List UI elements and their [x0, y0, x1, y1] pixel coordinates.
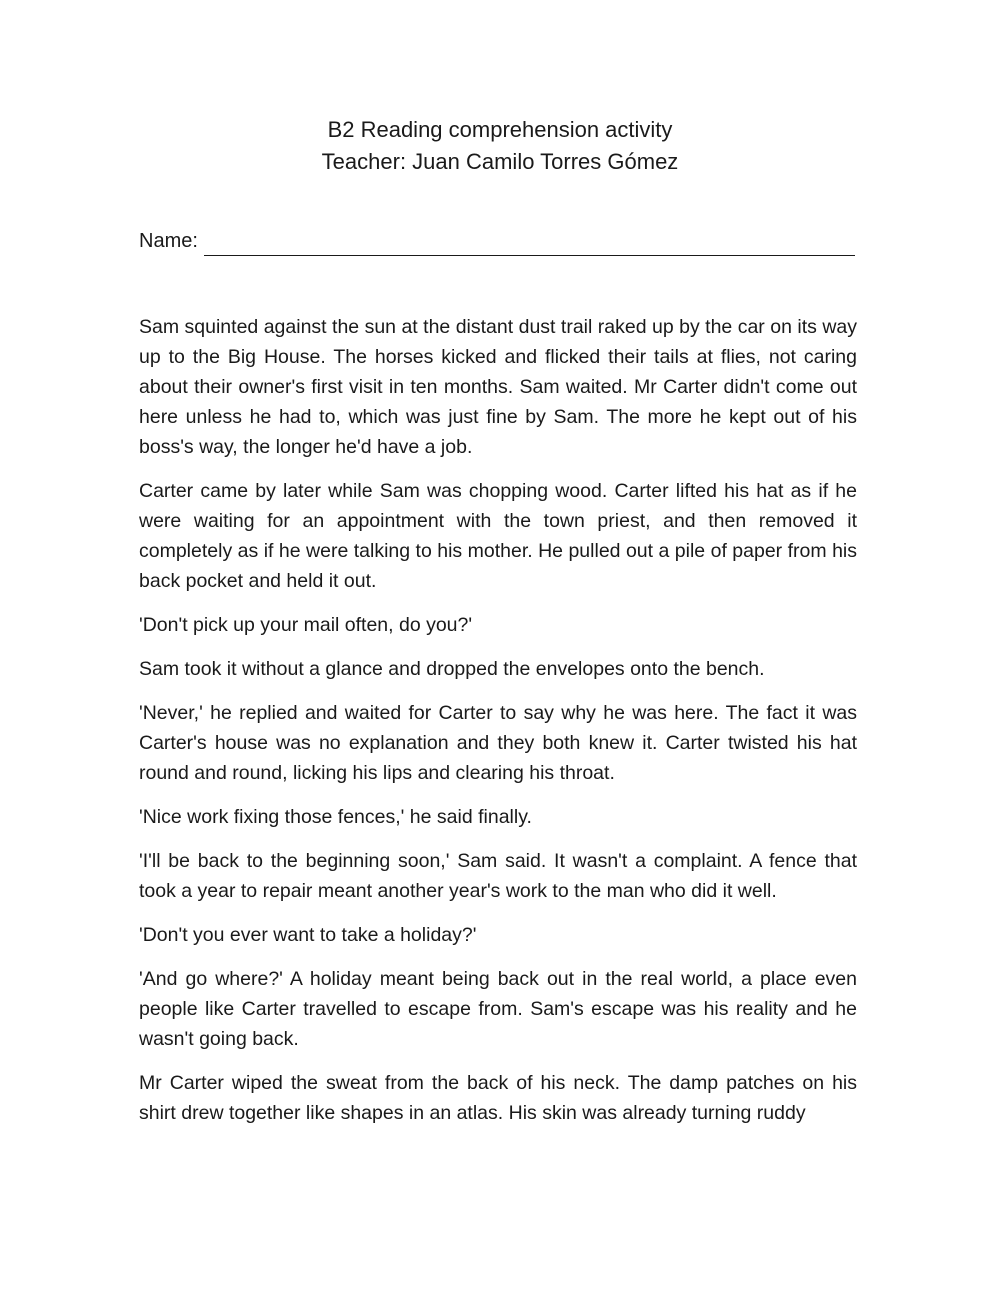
passage-paragraph: Sam took it without a glance and dropped the envelopes onto the bench.	[139, 658, 765, 680]
passage-paragraph: Mr Carter wiped the sweat from the back of his neck. The damp patches on his shirt drew together like shapes in an atlas. His skin was already turning ruddy	[139, 1072, 857, 1124]
passage-paragraph: 'Don't pick up your mail often, do you?'	[139, 614, 473, 636]
worksheet-title: B2 Reading comprehension activity	[327, 117, 673, 142]
worksheet-header	[0, 114, 1000, 178]
passage-paragraph: 'Never,' he replied and waited for Carter to say why he was here. The fact it was Carter's house was no explanation and they both knew it. Carter twisted his hat round and round, licking his lips and clearing his throat.	[139, 702, 857, 784]
passage-paragraph: 'I'll be back to the beginning soon,' Sam said. It wasn't a complaint. A fence that took a year to repair meant another year's work to the man who did it well.	[139, 850, 857, 902]
name-field-row	[139, 226, 855, 256]
passage-paragraph: 'Nice work fixing those fences,' he said finally.	[139, 806, 532, 828]
passage-paragraph: 'Don't you ever want to take a holiday?'	[139, 924, 477, 946]
teacher-name: Teacher: Juan Camilo Torres Gómez	[321, 149, 679, 174]
reading-passage	[139, 312, 857, 1142]
passage-paragraph: Sam squinted against the sun at the distant dust trail raked up by the car on its way up to the Big House. The horses kicked and flicked their tails at flies, not caring about their owner's first visit in ten months. Sam waited. Mr Carter didn't come out here unless he had to, which was just fine by Sam. The more he kept out of his boss's way, the longer he'd have a job.	[139, 316, 857, 458]
passage-paragraph: 'And go where?' A holiday meant being back out in the real world, a place even people like Carter travelled to escape from. Sam's escape was his reality and he wasn't going back.	[139, 968, 857, 1050]
passage-paragraph: Carter came by later while Sam was chopping wood. Carter lifted his hat as if he were waiting for an appointment with the town priest, and then removed it completely as if he were talking to his mother. He pulled out a pile of paper from his back pocket and held it out.	[139, 480, 857, 592]
name-blank-line[interactable]	[204, 233, 855, 256]
name-label: Name:	[139, 230, 198, 252]
